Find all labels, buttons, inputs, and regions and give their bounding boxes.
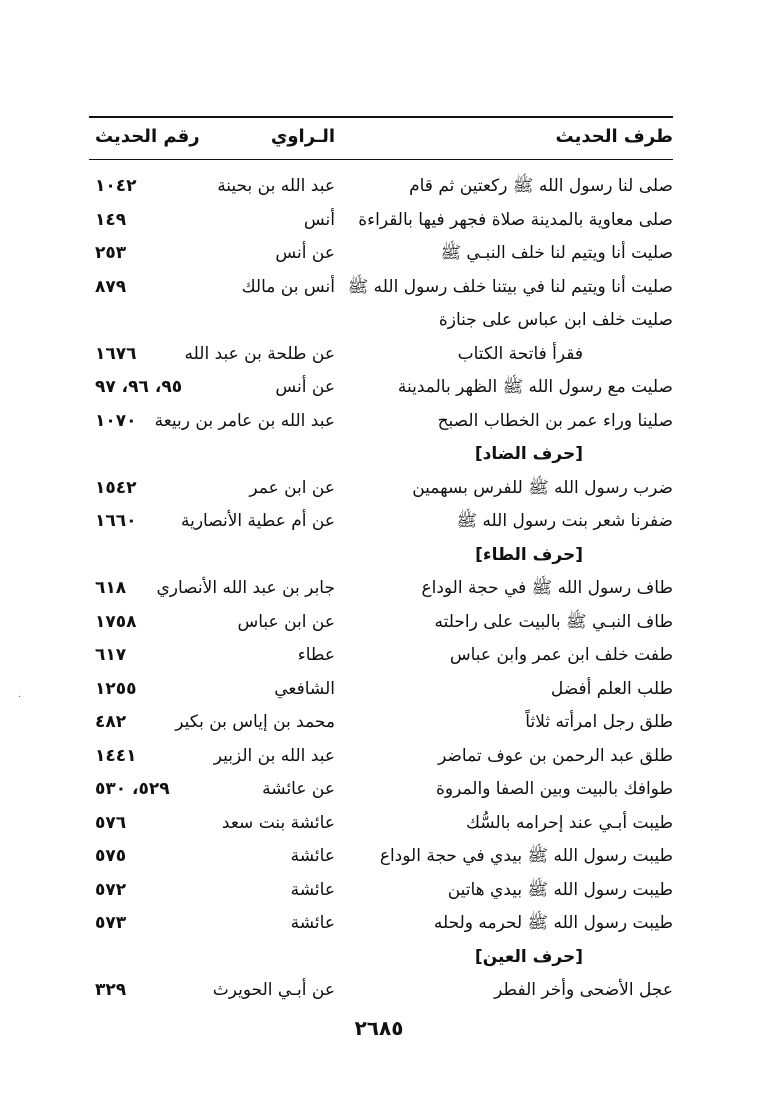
narrator: عائشة بنت سعد: [221, 812, 335, 833]
hadith-term: ضرب رسول الله ﷺ للفرس بسهمين: [412, 477, 673, 498]
hadith-term: طفت خلف ابن عمر وابن عباس: [449, 645, 673, 665]
hadith-term: صلى لنا رسول الله ﷺ ركعتين ثم قام: [409, 176, 673, 196]
hadith-number: ١٦٦٠: [95, 511, 137, 531]
table-row: [89, 572, 673, 606]
table-row: [89, 606, 673, 640]
page-number: ٢٦٨٥: [354, 1016, 404, 1040]
table-row: [89, 304, 673, 338]
hadith-number: ٥٧٦: [95, 812, 127, 833]
hadith-number: ١٠٤٢: [95, 176, 137, 196]
table-header: [89, 126, 673, 154]
narrator: أنس بن مالك: [241, 276, 335, 297]
table-row: [89, 974, 673, 1008]
hadith-index-table: [89, 170, 673, 1008]
hadith-term: طلق عبد الرحمن بن عوف تماضر: [438, 745, 673, 766]
hadith-term: صليت أنا ويتيم لنا في بيتنا خلف رسول الله ﷺ: [347, 276, 673, 297]
hadith-number: ٢٥٣: [95, 243, 127, 263]
section-heading-row: [89, 438, 673, 472]
narrator: عائشة: [290, 846, 335, 866]
table-row: [89, 740, 673, 774]
table-row: [89, 271, 673, 305]
table-row: [89, 204, 673, 238]
hadith-number: ٨٧٩: [95, 276, 127, 297]
hadith-number: ١٤٤١: [95, 745, 137, 766]
narrator: عن أنس: [275, 377, 335, 397]
hadith-number: ٤٨٢: [95, 712, 127, 732]
table-row: [89, 907, 673, 941]
narrator: عن طلحة بن عبد الله: [184, 343, 335, 364]
top-rule: [89, 116, 673, 118]
section-heading-row: [89, 941, 673, 975]
table-row: [89, 807, 673, 841]
hadith-term: طاف النبـي ﷺ بالبيت على راحلته: [434, 611, 673, 632]
table-row: [89, 371, 673, 405]
hadith-term: طيبت رسول الله ﷺ بيدي في حجة الوداع: [379, 846, 673, 866]
hadith-number: ١٤٩: [95, 209, 127, 230]
narrator: عن أنس: [275, 243, 335, 263]
hadith-number: ١٢٥٥: [95, 678, 137, 699]
narrator: عائشة: [290, 879, 335, 900]
hadith-term: صلى معاوية بالمدينة صلاة فجهر فيها بالقراءة: [358, 209, 673, 230]
hadith-term: طلق رجل امرأته ثلاثاً: [525, 712, 673, 732]
hadith-term: صلينا وراء عمر بن الخطاب الصبح: [437, 410, 673, 431]
section-heading: [حرف الطاء]: [475, 544, 583, 565]
hadith-term: طلب العلم أفضل: [550, 678, 673, 699]
hadith-term: طاف رسول الله ﷺ في حجة الوداع: [421, 578, 673, 598]
table-row: [89, 874, 673, 908]
hadith-term: طيبت رسول الله ﷺ لحرمه ولحله: [433, 913, 673, 933]
hadith-number: ١٦٧٦: [95, 343, 137, 364]
section-heading: [حرف العين]: [474, 946, 583, 967]
hadith-number: ١٥٤٢: [95, 477, 137, 498]
header-number: رقم الحديث: [95, 126, 200, 147]
narrator: عطاء: [297, 645, 335, 665]
hadith-number: ٦١٧: [95, 645, 127, 665]
header-rule: [89, 159, 673, 160]
hadith-term: فقرأ فاتحة الكتاب: [457, 343, 583, 364]
table-row: [89, 170, 673, 204]
table-row: [89, 505, 673, 539]
hadith-number: ٥٧٥: [95, 846, 127, 866]
table-row: [89, 639, 673, 673]
table-row: [89, 472, 673, 506]
header-term: طرف الحديث: [555, 126, 673, 147]
table-row: [89, 673, 673, 707]
narrator: عن أم عطية الأنصارية: [180, 511, 335, 531]
table-row: [89, 237, 673, 271]
hadith-term: صليت أنا ويتيم لنا خلف النبـي ﷺ: [440, 243, 673, 263]
narrator: جابر بن عبد الله الأنصاري: [156, 578, 335, 598]
hadith-term: طيبت أبـي عند إحرامه بالسُّك: [465, 812, 673, 833]
hadith-term: طوافك بالبيت وبين الصفا والمروة: [435, 779, 673, 799]
narrator: عبد الله بن الزبير: [213, 745, 335, 766]
hadith-number: ١٠٧٠: [95, 410, 137, 431]
hadith-term: طيبت رسول الله ﷺ بيدي هاتين: [447, 879, 673, 900]
header-narrator: الـراوي: [270, 126, 335, 147]
hadith-number: ٥٧٣: [95, 913, 127, 933]
table-row: [89, 405, 673, 439]
narrator: عن ابن عباس: [237, 611, 335, 632]
hadith-number: ٥٧٢: [95, 879, 127, 900]
table-row: [89, 840, 673, 874]
margin-mark: ·: [18, 692, 22, 703]
narrator: عبد الله بن عامر بن ربيعة: [154, 410, 335, 431]
narrator: عن عائشة: [262, 779, 335, 799]
narrator: عن ابن عمر: [249, 477, 335, 498]
narrator: الشافعي: [274, 678, 335, 699]
narrator: عبد الله بن بحينة: [217, 176, 335, 196]
table-row: [89, 706, 673, 740]
table-row: [89, 338, 673, 372]
hadith-number: ١٧٥٨: [95, 611, 137, 632]
hadith-number: ٥٢٩، ٥٣٠: [95, 779, 170, 799]
hadith-term: صليت مع رسول الله ﷺ الظهر بالمدينة: [397, 377, 673, 397]
narrator: عن أبـي الحويرث: [212, 980, 335, 1000]
section-heading: [حرف الضاد]: [474, 444, 583, 464]
hadith-number: ٦١٨: [95, 578, 127, 598]
narrator: أنس: [303, 209, 335, 230]
section-heading-row: [89, 539, 673, 573]
table-row: [89, 773, 673, 807]
hadith-number: ٩٥، ٩٦، ٩٧: [95, 377, 183, 397]
hadith-term: عجل الأضحى وأخر الفطر: [494, 980, 673, 1000]
narrator: محمد بن إياس بن بكير: [175, 712, 335, 732]
hadith-term: صليت خلف ابن عباس على جنازة: [438, 310, 673, 330]
hadith-term: ضفرنا شعر بنت رسول الله ﷺ: [456, 511, 673, 531]
narrator: عائشة: [290, 913, 335, 933]
hadith-number: ٣٢٩: [95, 980, 127, 1000]
